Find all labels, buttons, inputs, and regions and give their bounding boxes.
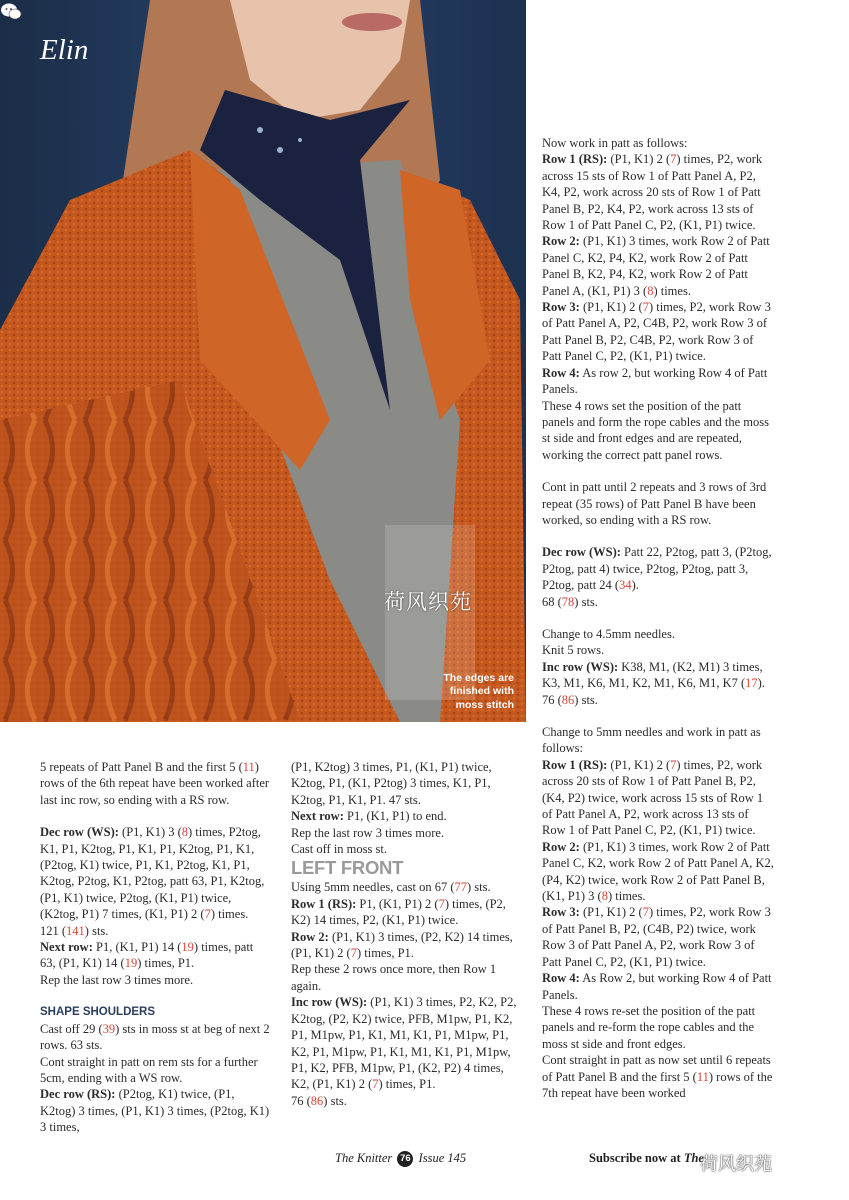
magazine-name: The Knitter [335,1151,393,1165]
pattern-row: Row 4: As row 2, but working Row 4 of Patt Panels. [542,365,768,397]
instruction-text: Using 5mm needles, cast on 67 (77) sts. [291,880,491,895]
middle-column [291,759,523,1109]
pattern-row: Row 2: (P1, K1) 3 times, work Row 2 of Patt Panel C, K2, work Row 2 of Patt Panel A, K2, (P4, K2) twice, work Row 2 of Patt Panel B, (K1, P1) 3 (8) times. [542,839,774,904]
instruction-text: These 4 rows set the position of the patt panels and form the rope cables and the moss st side and front edges and are repeated, working the correct patt panel rows. [542,398,770,462]
pattern-row: Row 1 (RS): (P1, K1) 2 (7) times, P2, work across 15 sts of Row 1 of Patt Panel A, P2, K4, P2, work across 20 sts of Row 1 of Patt Panel B, P2, K4, P2, work across 13 sts of Row 1 of Patt Panel C, P2, (K1, P1) twice. [542,152,763,233]
section-subheading: SHAPE SHOULDERS [40,1006,156,1019]
left-column [40,759,272,1136]
instruction-text: Rep these 2 rows once more, then Row 1 again. [291,962,497,993]
instruction-text: Rep the last row 3 times more. [40,972,194,987]
pattern-row: Row 2: (P1, K1) 3 times, (P2, K2) 14 times, (P1, K1) 2 (7) times, P1. [291,929,513,961]
stitch-count: 76 (86) sts. [291,1093,347,1108]
pattern-row: Row 3: (P1, K1) 2 (7) times, P2, work Row 3 of Patt Panel A, P2, C4B, P2, work Row 3 of Patt Panel B, P2, C4B, P2, work Row 3 of Patt Panel C, P2, (K1, P1) twice. [542,300,771,364]
instruction-text: Change to 5mm needles and work in patt as follows: [542,725,761,756]
subscribe-footer [589,1151,704,1166]
photo-caption: The edges are finished with moss stitch [443,671,514,711]
pattern-row: Inc row (WS): (P1, K1) 3 times, P2, K2, P2, K2tog, (P2, K2) twice, PFB, M1pw, P1, K2, P1, M1pw, P1, K1, M1, K1, P1, M1pw, P1, K2, P1, M1pw, P1, K1, M1, K1, P1, M1pw, P1, K2, PFB, M1pw, P1, (K2, P2) 4 times, K2, (P1, K1) 2 (7) times, P1. [291,995,517,1092]
instruction-text: Cast off in moss st. [291,842,387,857]
instruction-text: Cont straight in patt on rem sts for a further 5cm, ending with a WS row. [40,1054,258,1085]
pattern-row: Row 1 (RS): P1, (K1, P1) 2 (7) times, (P2, K2) 14 times, P2, (K1, P1) twice. [291,896,506,928]
pattern-row: Next row: P1, (K1, P1) 14 (19) times, patt 63, (P1, K1) 14 (19) times, P1. [40,940,254,971]
pattern-row: Row 2: (P1, K1) 3 times, work Row 2 of Patt Panel C, K2, P4, K2, work Row 2 of Patt Panel B, K2, P4, K2, work Row 2 of Patt Panel A, (K1, P1) 3 (8) times. [542,234,770,298]
right-column [542,135,774,1101]
pattern-row: Dec row (WS): Patt 22, P2tog, patt 3, (P2tog, P2tog, patt 4) twice, P2tog, P2tog, patt 3, P2tog, patt 24 (34). [542,545,772,593]
pattern-row: Dec row (RS): (P2tog, K1) twice, (P1, K2tog) 3 times, (P1, K1) 3 times, (P2tog, K1) 3 times, [40,1087,270,1135]
stitch-count: 121 (141) sts. [40,923,109,938]
instruction-text: Rep the last row 3 times more. [291,825,445,840]
pattern-row: Inc row (WS): K38, M1, (K2, M1) 3 times, K3, M1, K6, M1, K2, M1, K6, M1, K7 (17). [542,659,765,691]
product-photo [0,0,526,722]
instruction-text: Cont straight in patt as now set until 6 repeats of Patt Panel B and the first 5 (11) rows of the 7th repeat have been worked [542,1053,773,1100]
instruction-text: Cont in patt until 2 repeats and 3 rows of 3rd repeat (35 rows) of Patt Panel B have been worked, so ending with a RS row. [542,480,767,527]
instruction-text: These 4 rows re-set the position of the patt panels and re-form the rope cables and the moss st side and front edges. [542,1003,756,1051]
pattern-row: Row 4: As Row 2, but working Row 4 of Patt Panels. [542,971,772,1002]
footer-watermark: 荷风织苑 [700,1154,772,1175]
intro-text: Now work in patt as follows: [542,136,688,150]
watermark-text: 荷风织苑 [384,590,472,614]
instruction-text: Change to 4.5mm needles. [542,626,675,641]
pattern-name-title: Elin [40,34,89,66]
issue-number: Issue 145 [418,1151,467,1165]
stitch-count: 76 (86) sts. [542,692,598,707]
instruction-text: Knit 5 rows. [542,643,605,658]
subscribe-text: Subscribe now at [589,1151,681,1165]
page-footer [335,1151,466,1167]
page-number: 76 [397,1151,413,1167]
pattern-row: Row 1 (RS): (P1, K1) 2 (7) times, P2, work across 20 sts of Row 1 of Patt Panel B, P2, (K4, P2) twice, work across 15 sts of Row 1 of Patt Panel A, P2, work across 13 sts of Row 1 of Patt Panel C, P2, (K1, P1) twice. [542,757,764,838]
instruction-text: 5 repeats of Patt Panel B and the first 5 (11) rows of the 6th repeat have been worked after last inc row, so ending with a RS row. [40,760,270,807]
instruction-text: Cast off 29 (39) sts in moss st at beg of next 2 rows. 63 sts. [40,1021,270,1053]
wechat-icon [0,0,22,22]
subscribe-site: The [683,1151,704,1165]
stitch-count: 68 (78) sts. [542,594,598,609]
pattern-row: Dec row (WS): (P1, K1) 3 (8) times, P2tog, K1, P1, K2tog, P1, K1, P1, K2tog, P1, K1, (P2tog, K1) twice, P1, K1, P2tog, K1, P1, K2tog, P2tog, K1, P2tog, patt 63, P1, K2tog, (P1, K1) twice, P2tog, (K1, P1) twice, (K2tog, P1) 7 times, (K1, P1) 2 (7) times. [40,825,265,922]
pattern-row: Row 3: (P1, K1) 2 (7) times, P2, work Row 3 of Patt Panel B, P2, (C4B, P2) twice, work Row 3 of Patt Panel A, P2, work Row 3 of Patt Panel C, P2, (K1, P1) twice. [542,905,771,969]
section-heading: LEFT FRONT [291,857,404,879]
pattern-row: Next row: P1, (K1, P1) to end. [291,809,447,824]
instruction-text: (P1, K2tog) 3 times, P1, (K1, P1) twice, K2tog, P1, (K1, P2tog) 3 times, K1, P1, K2tog, P1, K1, P1. 47 sts. [291,760,492,807]
